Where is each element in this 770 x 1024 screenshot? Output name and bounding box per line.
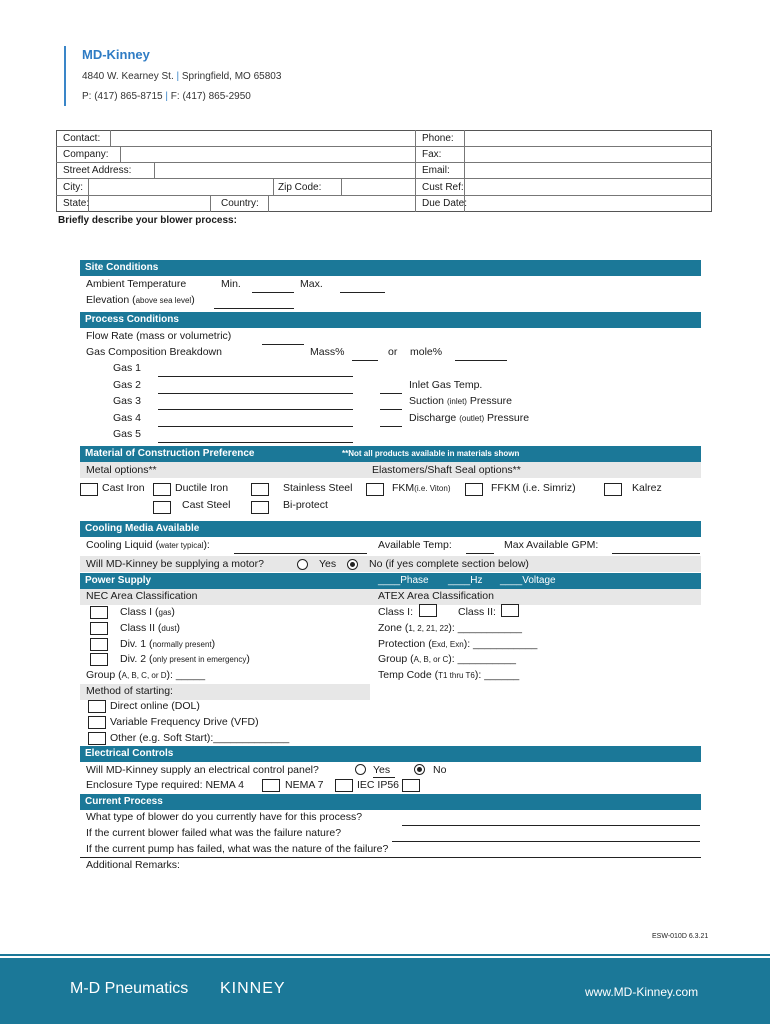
cooling-liquid-field[interactable] <box>234 553 367 554</box>
avail-temp-field[interactable] <box>466 553 494 554</box>
div2-checkbox[interactable] <box>90 653 108 666</box>
class2-label: Class II (dust) <box>120 622 181 634</box>
company-label: Company: <box>63 149 109 160</box>
biprotect-checkbox[interactable] <box>251 501 269 514</box>
atex-class1-checkbox[interactable] <box>419 604 437 617</box>
phase-field[interactable]: ____Phase <box>378 575 429 586</box>
discharge-note: (outlet) <box>459 414 485 423</box>
suction-tail: Pressure <box>469 395 512 407</box>
div1-note: normally present <box>152 640 212 649</box>
cast-steel-checkbox[interactable] <box>153 501 171 514</box>
temp-code-note: T1 thru T6 <box>438 671 475 680</box>
discharge-text: Discharge <box>409 412 457 424</box>
avail-temp-label: Available Temp: <box>378 539 452 551</box>
gas-1-field[interactable] <box>158 376 353 377</box>
cast-iron-label: Cast Iron <box>102 482 145 494</box>
mole-field[interactable] <box>455 360 507 361</box>
gas-composition-label: Gas Composition Breakdown <box>86 346 222 358</box>
motor-no-radio[interactable] <box>347 559 358 570</box>
zone-tail: ): ___________ <box>448 622 522 634</box>
motor-yes-label: Yes <box>319 558 337 570</box>
email-label: Email: <box>422 165 450 176</box>
fkm-checkbox[interactable] <box>366 483 384 496</box>
group-note: A, B, C, or D <box>121 671 167 680</box>
row-divider <box>56 146 712 147</box>
class1-note: gas <box>158 608 172 617</box>
motor-question: Will MD-Kinney be supplying a motor? <box>86 558 264 570</box>
gas-4-label: Gas 4 <box>113 412 142 424</box>
col-divider <box>341 178 342 195</box>
gas-3-field[interactable] <box>158 409 353 410</box>
kalrez-label: Kalrez <box>632 482 662 494</box>
stainless-checkbox[interactable] <box>251 483 269 496</box>
atex-group-tail: ): __________ <box>448 653 517 665</box>
starting-label: Method of starting: <box>86 685 173 697</box>
fax-label: Fax: <box>422 149 442 160</box>
street-label: Street Address: <box>63 165 132 176</box>
current-process-header: Current Process <box>80 794 701 810</box>
panel-no-label: No <box>433 764 447 776</box>
power-title: Power Supply <box>85 575 152 586</box>
footer-brand-md-pneumatics: M-D Pneumatics <box>70 980 189 997</box>
pump-failure-question: If the current pump has failed, what was the nature of the failure? <box>86 843 389 855</box>
nec-label: NEC Area Classification <box>86 590 198 602</box>
atex-group-label[interactable] <box>378 653 516 665</box>
col-divider <box>415 130 416 212</box>
row-divider <box>56 178 712 179</box>
temp-code-text: Temp Code ( <box>378 669 439 681</box>
fkm-note: (i.e. Viton) <box>414 484 451 493</box>
header-accent-bar <box>64 46 66 106</box>
panel-yes-label: Yes <box>373 764 391 776</box>
atex-class2-checkbox[interactable] <box>501 604 519 617</box>
dol-label: Direct online (DOL) <box>110 700 200 712</box>
elevation-note: above sea level <box>135 296 192 305</box>
iec-checkbox[interactable] <box>402 779 420 792</box>
cast-steel-label: Cast Steel <box>182 499 231 511</box>
protection-text: Protection ( <box>378 638 432 650</box>
country-label: Country: <box>221 198 259 209</box>
col-divider <box>110 130 111 146</box>
address-street: 4840 W. Kearney St. <box>82 71 174 82</box>
suction-label <box>409 395 512 407</box>
temp-code-label[interactable] <box>378 669 519 681</box>
min-label: Min. <box>221 278 241 290</box>
temp-code-tail: ): ______ <box>474 669 520 681</box>
material-note: **Not all products available in materials shown <box>342 449 520 458</box>
div2-label: Div. 2 (only present in emergency) <box>120 653 250 665</box>
class2-checkbox[interactable] <box>90 622 108 635</box>
gas-3-label: Gas 3 <box>113 395 142 407</box>
blower-failure-question: If the current blower failed what was the failure nature? <box>86 827 342 839</box>
discharge-label <box>409 412 529 424</box>
atex-class2-label: Class II: <box>458 606 496 618</box>
ductile-iron-checkbox[interactable] <box>153 483 171 496</box>
avail-gpm-field[interactable] <box>612 553 700 554</box>
div1-checkbox[interactable] <box>90 638 108 651</box>
cust-ref-label: Cust Ref: <box>422 182 464 193</box>
ffkm-checkbox[interactable] <box>465 483 483 496</box>
elevation-text: Elevation ( <box>86 294 136 306</box>
atex-group-note: A, B, or C <box>413 655 449 664</box>
material-header <box>80 446 701 462</box>
discharge-field[interactable] <box>380 426 402 427</box>
atex-class1-label: Class I: <box>378 606 414 618</box>
zone-text: Zone ( <box>378 622 409 634</box>
company-address <box>82 71 281 82</box>
protection-note: Exd, Exn <box>431 640 464 649</box>
state-label: State: <box>63 198 90 209</box>
zone-label[interactable] <box>378 622 522 634</box>
process-conditions-header: Process Conditions <box>80 312 701 328</box>
describe-label: Briefly describe your blower process: <box>58 215 237 226</box>
power-supply-header <box>80 573 701 589</box>
footer-url[interactable]: www.MD-Kinney.com <box>585 985 699 999</box>
cooling-liquid-close: ): <box>203 539 210 551</box>
max-label: Max. <box>300 278 323 290</box>
company-name: MD-Kinney <box>82 47 150 62</box>
footer-brand-kinney: KINNEY <box>220 980 286 997</box>
phone-number: P: (417) 865-8715 <box>82 91 163 102</box>
gas-5-label: Gas 5 <box>113 428 142 440</box>
col-divider <box>210 195 211 212</box>
gas-2-field[interactable] <box>158 393 353 394</box>
group-text: Group ( <box>86 669 122 681</box>
ambient-label: Ambient Temperature <box>86 278 187 290</box>
iec-label: IEC IP56 <box>357 779 400 791</box>
panel-question: Will MD-Kinney supply an electrical control panel? <box>86 764 319 776</box>
div1-text: Div. 1 ( <box>120 638 153 650</box>
row-divider <box>56 195 712 196</box>
blower-failure-field[interactable] <box>392 841 700 842</box>
vfd-checkbox[interactable] <box>88 716 106 729</box>
fax-number: F: (417) 865-2950 <box>170 91 251 102</box>
panel-yes-underline <box>373 777 395 778</box>
separator: | <box>176 71 180 82</box>
company-phone-fax <box>82 91 251 102</box>
inlet-temp-label: Inlet Gas Temp. <box>409 379 483 391</box>
suction-text: Suction <box>409 395 445 407</box>
col-divider <box>154 162 155 178</box>
nema4-checkbox[interactable] <box>262 779 280 792</box>
elastomer-options-label: Elastomers/Shaft Seal options** <box>372 464 521 476</box>
avail-gpm-label: Max Available GPM: <box>504 539 599 551</box>
protection-tail: ): ___________ <box>463 638 538 650</box>
atex-label: ATEX Area Classification <box>378 590 494 602</box>
electrical-header: Electrical Controls <box>80 746 701 762</box>
protection-label[interactable] <box>378 638 537 650</box>
class2-note: dust <box>161 624 177 633</box>
ductile-iron-label: Ductile Iron <box>175 482 229 494</box>
mole-label: mole% <box>410 346 443 358</box>
max-field[interactable] <box>340 292 385 293</box>
mass-label: Mass% <box>310 346 345 358</box>
col-divider <box>273 178 274 195</box>
due-date-label: Due Date: <box>422 198 468 209</box>
elevation-field[interactable] <box>214 308 294 309</box>
nema7-checkbox[interactable] <box>335 779 353 792</box>
class1-checkbox[interactable] <box>90 606 108 619</box>
hz-field[interactable]: ____Hz <box>448 575 483 586</box>
min-field[interactable] <box>252 292 294 293</box>
div2-text: Div. 2 ( <box>120 653 153 665</box>
metal-options-label: Metal options** <box>86 464 157 476</box>
other-checkbox[interactable] <box>88 732 106 745</box>
group-tail: ): _____ <box>166 669 206 681</box>
mass-field[interactable] <box>352 360 378 361</box>
motor-no-label: No (if yes complete section below) <box>369 558 529 570</box>
remarks-label: Additional Remarks: <box>86 859 180 871</box>
cast-iron-checkbox[interactable] <box>80 483 98 496</box>
flow-rate-field[interactable] <box>262 344 304 345</box>
nema7-label: NEMA 7 <box>285 779 324 791</box>
atex-group-text: Group ( <box>378 653 414 665</box>
class1-text: Class I ( <box>120 606 159 618</box>
phone-label: Phone: <box>422 133 454 144</box>
gas-4-field[interactable] <box>158 426 353 427</box>
kalrez-checkbox[interactable] <box>604 483 622 496</box>
separator: | <box>165 91 169 102</box>
blower-type-field[interactable] <box>402 825 700 826</box>
inlet-temp-field[interactable] <box>380 393 402 394</box>
elevation-close: ) <box>191 294 195 306</box>
class1-label: Class I (gas) <box>120 606 175 618</box>
cooling-liquid-note: water typical <box>158 541 204 550</box>
cooling-liquid-label <box>86 539 210 551</box>
voltage-field[interactable]: ____Voltage <box>500 575 556 586</box>
discharge-tail: Pressure <box>487 412 530 424</box>
footer-top-line <box>0 954 770 956</box>
panel-yes-radio[interactable] <box>355 764 366 775</box>
group-label[interactable] <box>86 669 205 681</box>
biprotect-label: Bi-protect <box>283 499 328 511</box>
elevation-label <box>86 294 195 306</box>
panel-no-radio[interactable] <box>414 764 425 775</box>
vfd-label: Variable Frequency Drive (VFD) <box>110 716 259 728</box>
enclosure-label: Enclosure Type required: NEMA 4 <box>86 779 244 791</box>
cooling-header: Cooling Media Available <box>80 521 701 537</box>
blower-type-question: What type of blower do you currently have for this process? <box>86 811 363 823</box>
city-label: City: <box>63 182 83 193</box>
address-city: Springfield, MO 65803 <box>181 71 282 82</box>
div1-label: Div. 1 (normally present) <box>120 638 216 650</box>
col-divider <box>120 146 121 162</box>
div2-note: only present in emergency <box>152 655 247 664</box>
suction-note: (inlet) <box>446 397 467 406</box>
flow-rate-label: Flow Rate (mass or volumetric) <box>86 330 232 342</box>
document-code: ESW-010D 6.3.21 <box>652 933 709 940</box>
col-divider <box>268 195 269 212</box>
fkm-label <box>392 482 450 494</box>
zip-label: Zip Code: <box>278 182 322 193</box>
fkm-text: FKM <box>392 482 415 494</box>
contact-label: Contact: <box>63 133 101 144</box>
or-label: or <box>388 346 398 358</box>
stainless-label: Stainless Steel <box>283 482 353 494</box>
ffkm-label: FFKM (i.e. Simriz) <box>491 482 576 494</box>
site-conditions-header: Site Conditions <box>80 260 701 276</box>
motor-yes-radio[interactable] <box>297 559 308 570</box>
material-title: Material of Construction Preference <box>85 448 255 459</box>
pump-failure-field[interactable] <box>80 857 701 858</box>
gas-5-field[interactable] <box>158 442 353 443</box>
gas-2-label: Gas 2 <box>113 379 142 391</box>
zone-note: 1, 2, 21, 22 <box>408 624 449 633</box>
suction-field[interactable] <box>380 409 402 410</box>
gas-1-label: Gas 1 <box>113 362 142 374</box>
cooling-liquid-text: Cooling Liquid ( <box>86 539 159 551</box>
class2-text: Class II ( <box>120 622 162 634</box>
dol-checkbox[interactable] <box>88 700 106 713</box>
other-label: Other (e.g. Soft Start):_____________ <box>110 732 290 744</box>
